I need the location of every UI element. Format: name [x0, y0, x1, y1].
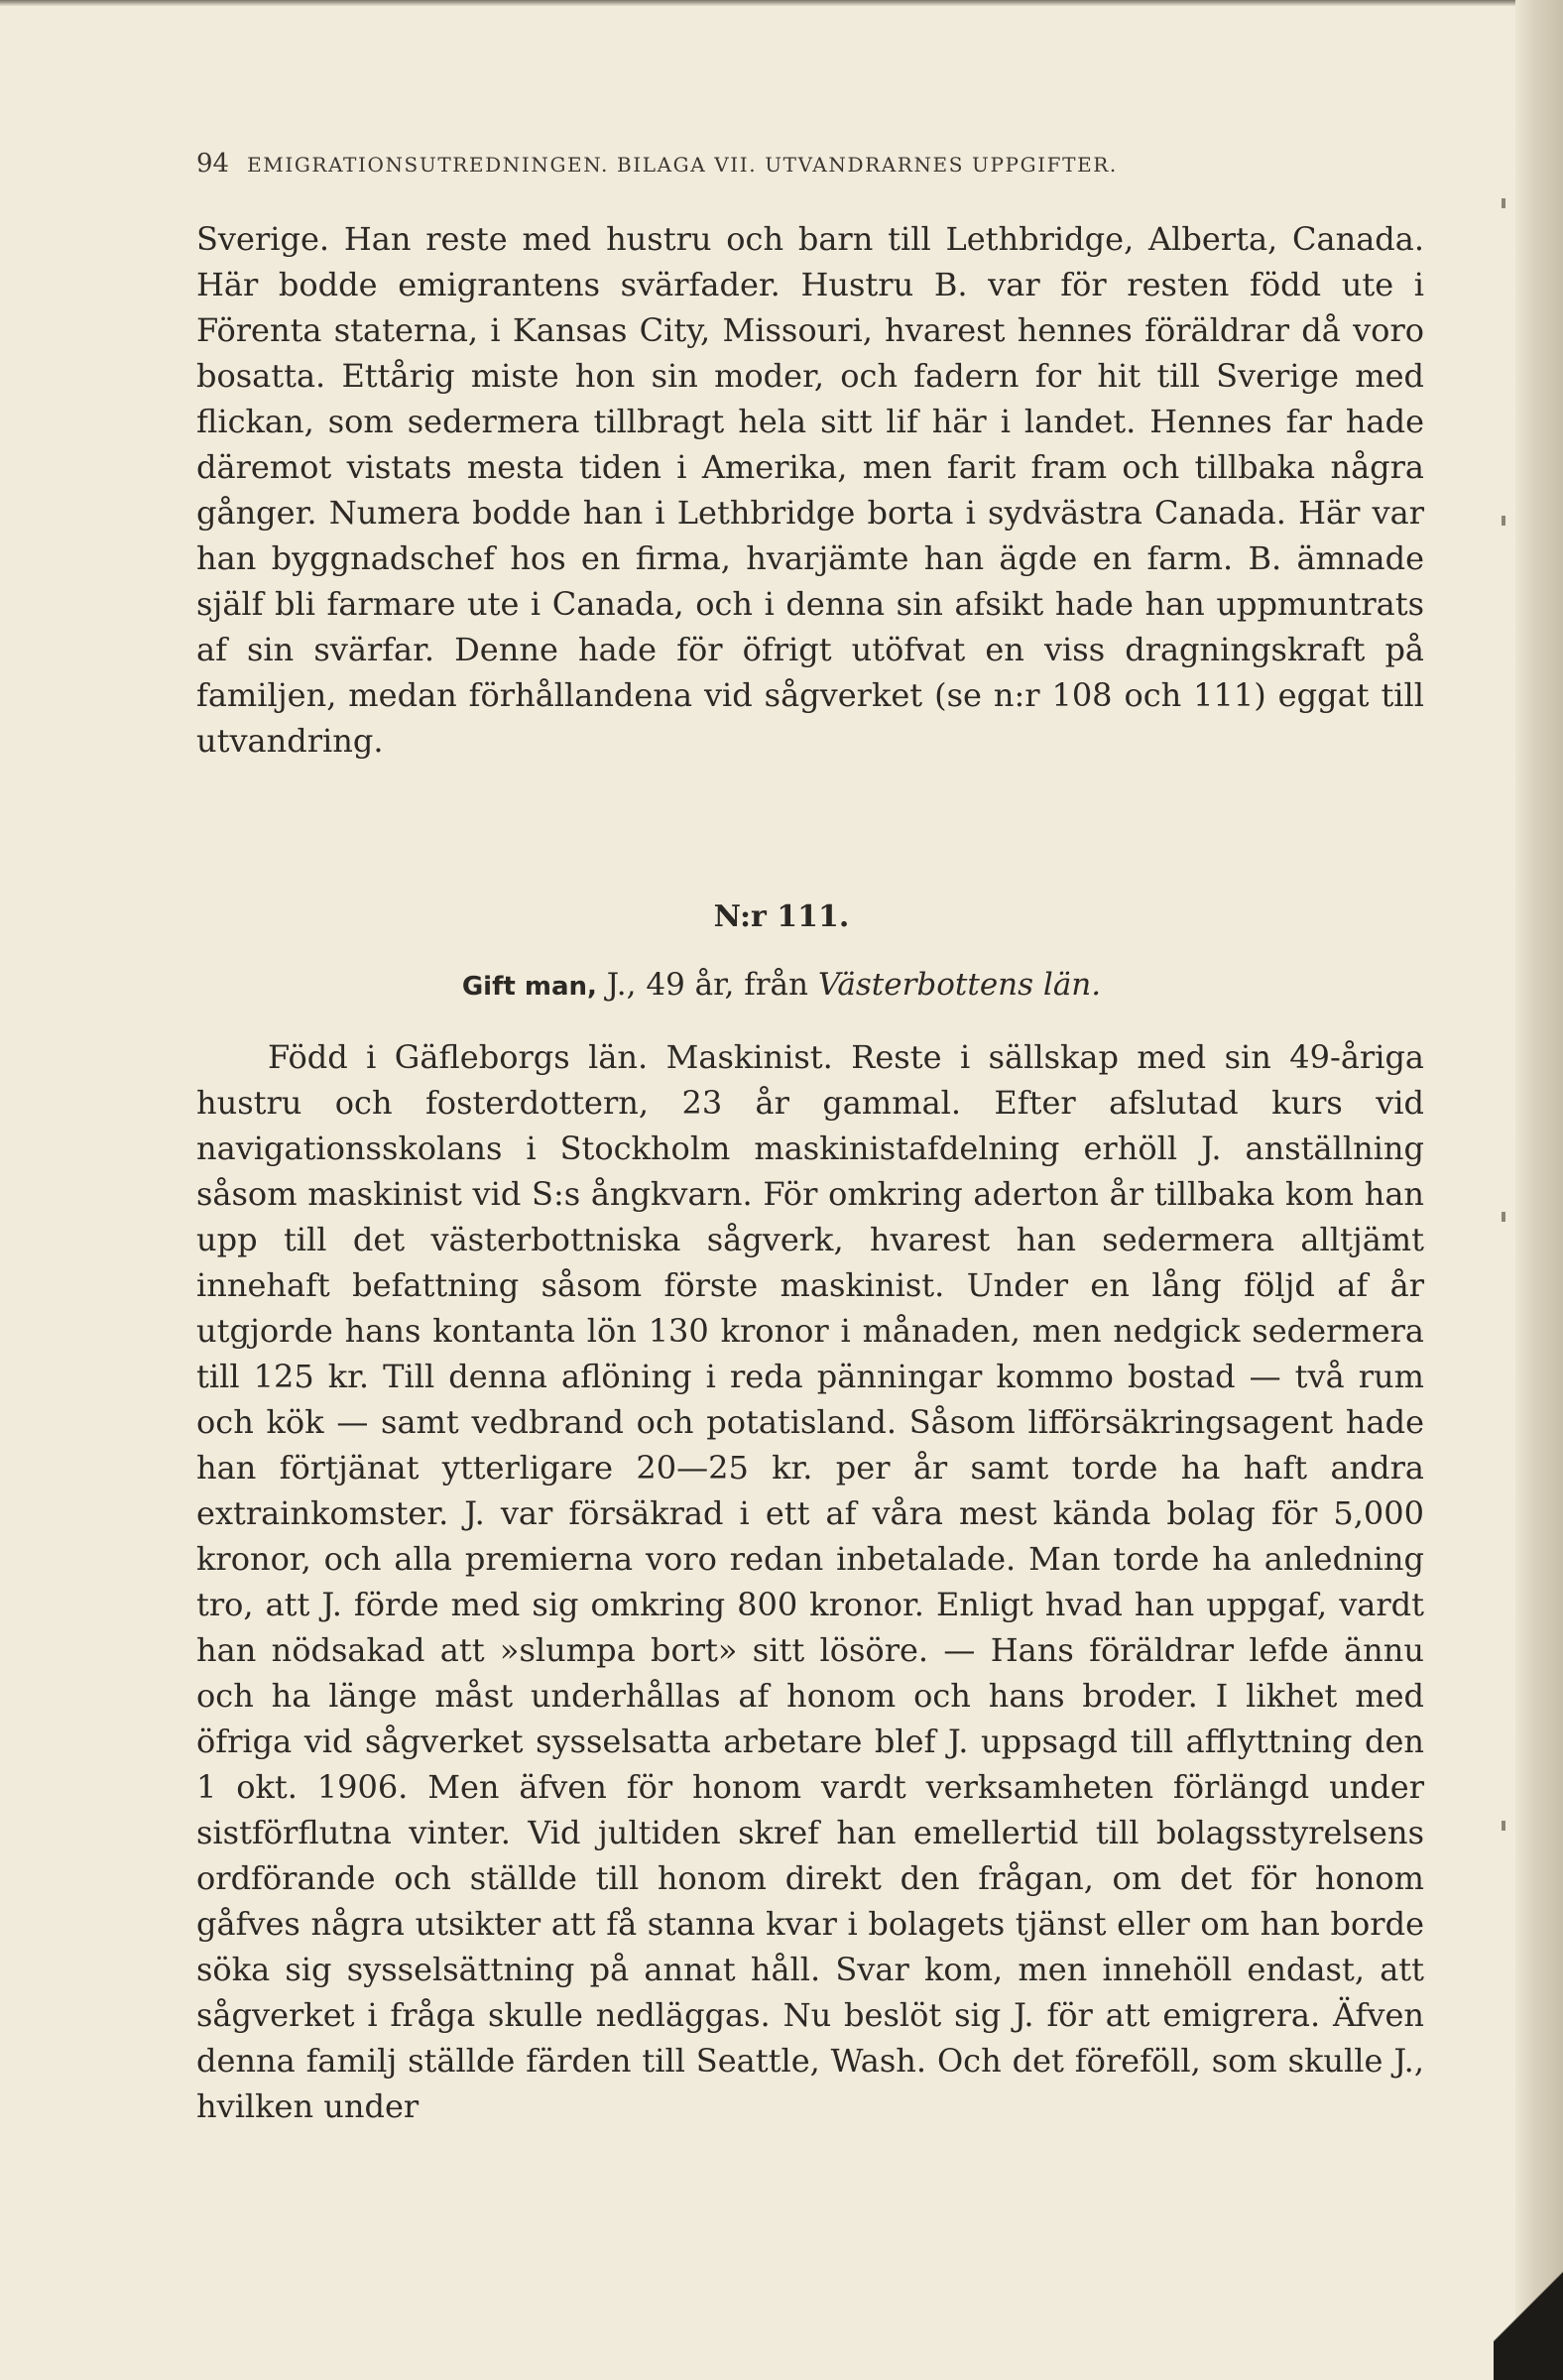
running-header: [196, 149, 1357, 178]
page-right-edge: [1515, 0, 1563, 2380]
section-heading: N:r 111.: [713, 899, 850, 934]
margin-mark: [1502, 1212, 1505, 1222]
margin-mark: [1502, 1821, 1505, 1831]
paragraph-continued: Sverige. Han reste med hustru och barn till Lethbridge, Alberta, Canada. Här bodde emigrantens svärfader. Hustru B. var för resten född ute i Förenta staterna, i Kansas City, Missouri, hvarest hennes föräldrar då voro bosatta. Ettårig miste hon sin moder, och fadern for hit till Sverige med flickan, som sedermera tillbragt hela sitt lif här i landet. Hennes far hade däremot vistats mesta tiden i Amerika, men farit fram och tillbaka några gånger. Numera bodde han i Lethbridge borta i sydvästra Canada. Här var han byggnadschef hos en firma, hvarjämte han ägde en farm. B. ämnade själf bli farmare ute i Canada, och i denna sin afsikt hade han uppmuntrats af sin svärfar. Denne hade för öfrigt utöfvat en viss dragningskraft på familjen, medan förhållandena vid sågverket (se n:r 108 och 111) eggat till utvandring.: [196, 220, 1424, 760]
page-number: 94: [196, 149, 230, 178]
page-top-edge: [0, 0, 1563, 6]
running-title: EMIGRATIONSUTREDNINGEN. BILAGA VII. UTVANDRARNES UPPGIFTER.: [247, 153, 1118, 177]
page-corner-shadow: [1494, 2251, 1563, 2380]
person-line: [0, 967, 1563, 1003]
margin-mark: [1502, 198, 1505, 208]
person-details: J., 49 år, från: [596, 967, 818, 1003]
person-place: Västerbottens län.: [817, 967, 1102, 1003]
person-name: Gift man,: [461, 972, 597, 1002]
paragraph-body: Född i Gäfleborgs län. Maskinist. Reste i sällskap med sin 49-åriga hustru och fosterdottern, 23 år gammal. Efter afslutad kurs vid navigationsskolans i Stockholm maskinistafdelning erhöll J. anställning såsom maskinist vid S:s ångkvarn. För omkring aderton år tillbaka kom han upp till det västerbottniska sågverk, hvarest han sedermera alltjämt innehaft befattning såsom förste maskinist. Under en lång följd af år utgjorde hans kontanta lön 130 kronor i månaden, men nedgick sedermera till 125 kr. Till denna aflöning i reda pänningar kommo bostad — två rum och kök — samt vedbrand och potatisland. Såsom lifförsäkringsagent hade han förtjänat ytterligare 20—25 kr. per år samt torde ha haft andra extrainkomster. J. var försäkrad i ett af våra mest kända bolag för 5,000 kronor, och alla premierna voro redan inbetalade. Man torde ha anledning tro, att J. förde med sig omkring 800 kronor. Enligt hvad han uppgaf, vardt han nödsakad att »slumpa bort» sitt lösöre. — Hans föräldrar lefde ännu och ha länge måst underhållas af honom och hans broder. I likhet med öfriga vid sågverket sysselsatta arbetare blef J. uppsagd till afflyttning den 1 okt. 1906. Men äfven för honom vardt verksamheten förlängd under sistförflutna vinter. Vid jultiden skref han emellertid till bolagsstyrelsens ordförande och ställde till honom direkt den frågan, om det för honom gåfves några utsikter att få stanna kvar i bolagets tjänst eller om han borde söka sig sysselsättning på annat håll. Svar kom, men innehöll endast, att sågverket i fråga skulle nedläggas. Nu beslöt sig J. för att emigrera. Äfven denna familj ställde färden till Seattle, Wash. Och det föreföll, som skulle J., hvilken under: [196, 1038, 1424, 2125]
margin-mark: [1502, 516, 1505, 526]
